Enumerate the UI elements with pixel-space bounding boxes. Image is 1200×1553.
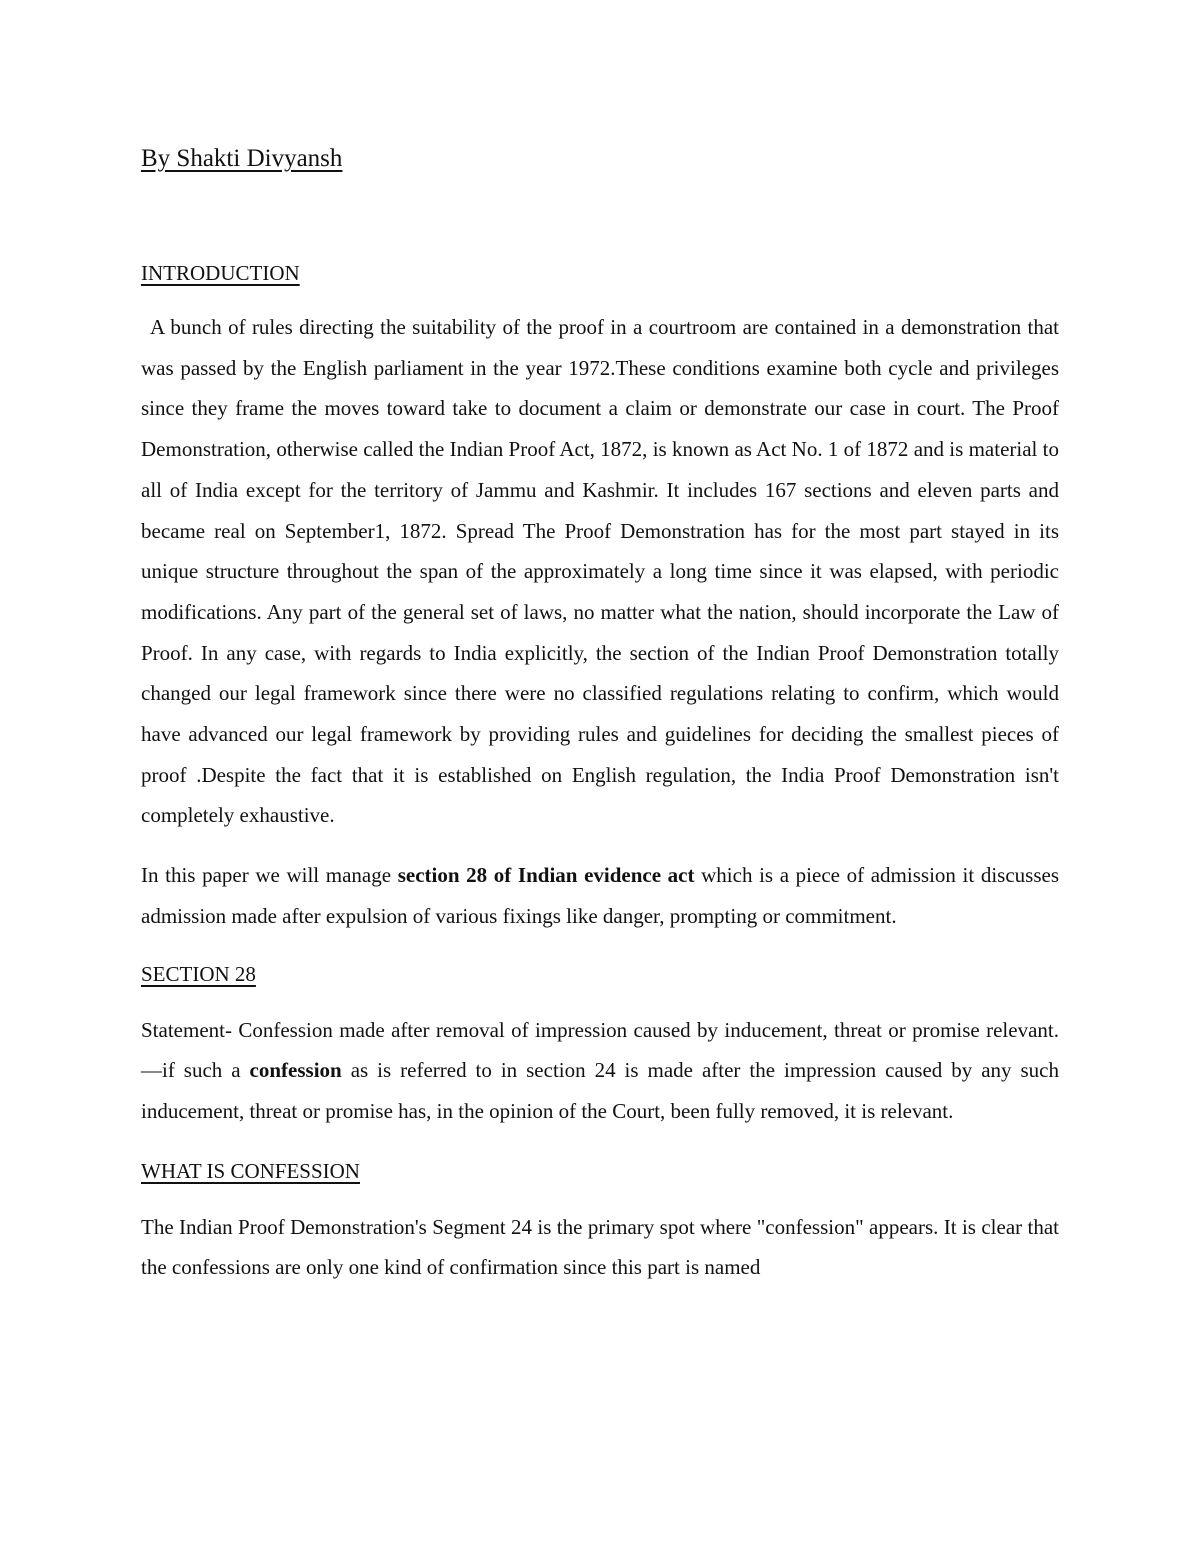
document-body (141, 140, 1059, 1288)
paper-scope-text-before: In this paper we will manage (141, 863, 398, 888)
statement-bold-text: confession (249, 1058, 342, 1083)
introduction-text: A bunch of rules directing the suitability of the proof in a courtroom are contained in a demonstration that was passed by the English parliament in the year 1972.These conditions examine both cycle and privileges since they frame the moves toward take to document a claim or demonstrate our case in court. The Proof Demonstration, otherwise called the Indian Proof Act, 1872, is known as Act No. 1 of 1872 and is material to all of India except for the territory of Jammu and Kashmir. It includes 167 sections and eleven parts and became real on September1, 1872. Spread The Proof Demonstration has for the most part stayed in its unique structure throughout the span of the approximately a long time since it was elapsed, with periodic modifications. Any part of the general set of laws, no matter what the nation, should incorporate the Law of Proof. In any case, with regards to India explicitly, the section of the Indian Proof Demonstration totally changed our legal framework since there were no classified regulations relating to confirm, which would have advanced our legal framework by providing rules and guidelines for deciding the smallest pieces of proof .Despite the fact that it is established on English regulation, the India Proof Demonstration isn't completely exhaustive. (141, 315, 1059, 828)
author-line: By Shakti Divyansh (141, 145, 343, 172)
paper-scope-text-after: which is a piece of admission it discusses admission made after expulsion of various fixings like danger, prompting or commitment. (141, 863, 1059, 928)
section-28-heading: SECTION 28 (141, 961, 256, 986)
statement-text-before: Statement- Confession made after removal of impression caused by inducement, threat or promise relevant.—if such a (141, 1017, 1059, 1083)
section-28-statement-paragraph (141, 1010, 1059, 1132)
what-is-confession-paragraph: The Indian Proof Demonstration's Segment 24 is the primary spot where "confession" appears. It is clear that the confessions are only one kind of confirmation since this part is named (141, 1214, 1059, 1280)
paper-scope-paragraph (141, 855, 1059, 936)
paper-scope-bold-text: section 28 of Indian evidence act (397, 863, 695, 888)
introduction-heading: INTRODUCTION (141, 261, 300, 285)
introduction-paragraph (141, 307, 1059, 836)
statement-text-after: as is referred to in section 24 is made after the impression caused by any such inducement, threat or promise has, in the opinion of the Court, been fully removed, it is relevant. (141, 1058, 1059, 1123)
what-is-confession-heading: WHAT IS CONFESSION (141, 1158, 360, 1183)
